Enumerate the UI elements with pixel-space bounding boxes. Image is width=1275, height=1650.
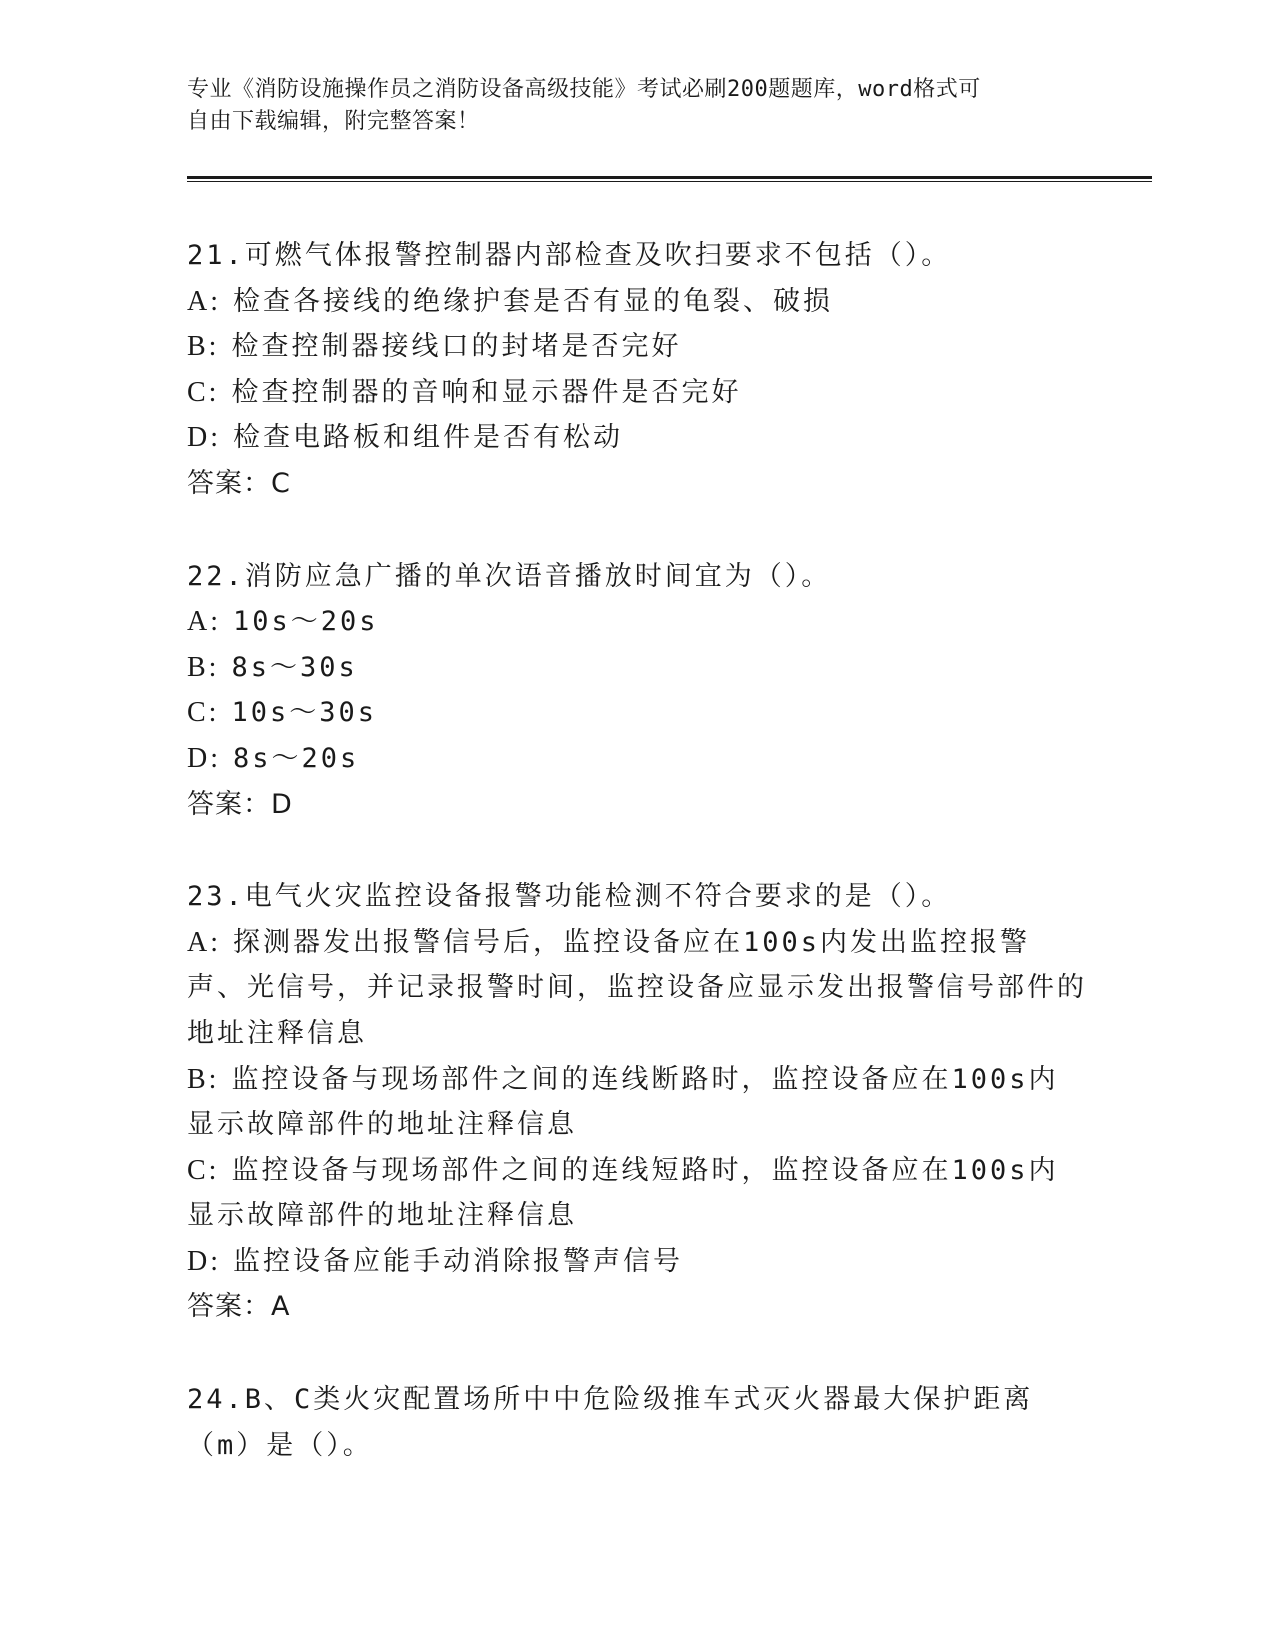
option-a <box>187 279 1087 325</box>
question-stem: 23.电气火灾监控设备报警功能检测不符合要求的是（）。 <box>187 881 952 913</box>
option-letter: A: <box>187 285 221 317</box>
option-text: 监控设备应能手动消除报警声信号 <box>233 1245 683 1277</box>
option-d <box>187 736 1087 782</box>
answer-line: 答案：D <box>187 788 293 820</box>
option-letter: B: <box>187 1063 220 1095</box>
header-line-2: 自由下载编辑，附完整答案！ <box>187 109 480 134</box>
option-b <box>187 324 1087 370</box>
question-24 <box>187 1377 1087 1468</box>
option-letter: B: <box>187 331 220 363</box>
question-21 <box>187 233 1087 507</box>
option-c <box>187 690 1087 736</box>
header-divider-thin <box>187 181 1152 182</box>
answer-line: 答案：C <box>187 467 291 499</box>
option-text: 监控设备与现场部件之间的连线断路时，监控设备应在100s内显示故障部件的地址注释信息 <box>187 1063 1059 1141</box>
option-letter: D: <box>187 742 221 774</box>
option-c <box>187 1148 1087 1239</box>
document-header <box>187 74 1067 138</box>
question-stem: 22.消防应急广播的单次语音播放时间宜为（）。 <box>187 560 832 592</box>
option-c <box>187 370 1087 416</box>
question-stem: 21.可燃气体报警控制器内部检查及吹扫要求不包括（）。 <box>187 240 952 271</box>
option-text: 10s～20s <box>233 606 379 638</box>
option-letter: C: <box>187 1154 220 1186</box>
question-list <box>187 233 1087 1515</box>
option-a <box>187 599 1087 645</box>
question-23 <box>187 874 1087 1330</box>
option-letter: D: <box>187 422 221 454</box>
option-letter: A: <box>187 606 221 638</box>
header-line-1: 专业《消防设施操作员之消防设备高级技能》考试必刷200题题库，word格式可 <box>187 77 981 102</box>
question-22 <box>187 554 1087 828</box>
option-text: 检查控制器的音响和显示器件是否完好 <box>231 376 742 408</box>
option-text: 探测器发出报警信号后，监控设备应在100s内发出监控报警声、光信号，并记录报警时间，监控设备应显示发出报警信号部件的地址注释信息 <box>187 926 1087 1049</box>
option-letter: D: <box>187 1245 221 1277</box>
option-text: 检查控制器接线口的封堵是否完好 <box>231 331 682 363</box>
question-stem: 24.B、C类火灾配置场所中中危险级推车式灭火器最大保护距离（m）是（）。 <box>187 1384 1034 1461</box>
option-text: 检查电路板和组件是否有松动 <box>233 422 623 454</box>
option-text: 检查各接线的绝缘护套是否有显的龟裂、破损 <box>233 285 833 317</box>
option-text: 10s～30s <box>231 697 378 729</box>
header-divider-thick <box>187 176 1152 179</box>
option-b <box>187 645 1087 691</box>
option-d <box>187 1239 1087 1285</box>
option-letter: B: <box>187 651 220 683</box>
option-text: 8s～20s <box>233 742 360 774</box>
option-a <box>187 920 1087 1057</box>
option-b <box>187 1057 1087 1148</box>
option-letter: A: <box>187 926 221 958</box>
option-d <box>187 415 1087 461</box>
answer-line: 答案：A <box>187 1291 291 1323</box>
option-text: 监控设备与现场部件之间的连线短路时，监控设备应在100s内显示故障部件的地址注释信息 <box>187 1154 1059 1232</box>
option-text: 8s～30s <box>231 651 358 683</box>
option-letter: C: <box>187 697 220 729</box>
option-letter: C: <box>187 376 220 408</box>
